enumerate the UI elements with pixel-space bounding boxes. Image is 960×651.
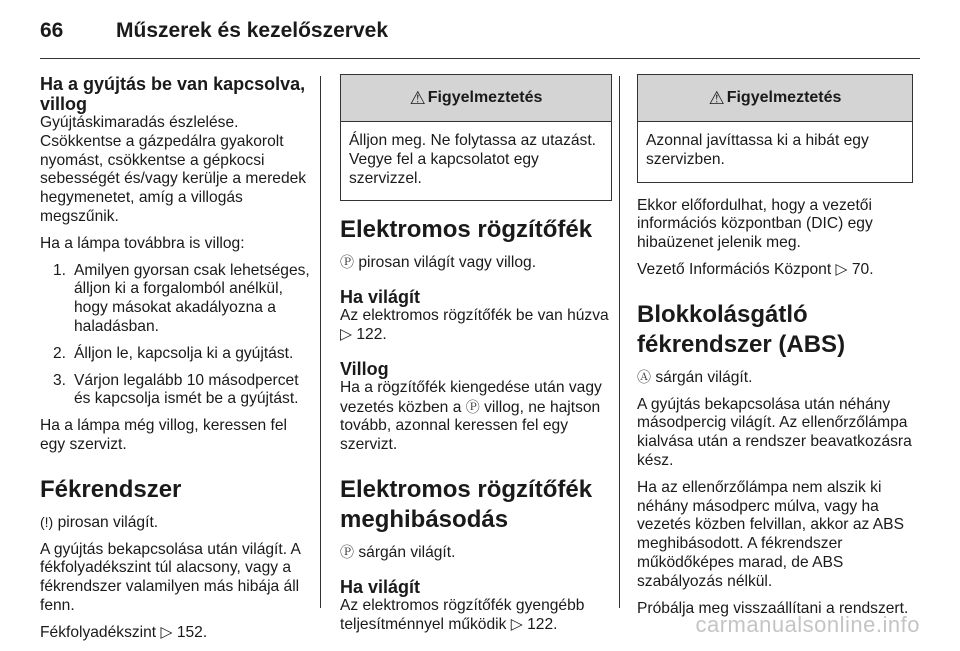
step-text: Várjon legalább 10 másodpercet és kapcsolja ismét be a gyújtást. <box>74 371 299 408</box>
paragraph <box>637 261 913 280</box>
section-title: Elektromos rögzítőfék meghibásodás <box>340 475 593 533</box>
paragraph: Ha a lámpa továbbra is villog: <box>40 234 245 252</box>
step-number: 2. <box>52 344 66 362</box>
header-rule <box>40 58 920 59</box>
subsection-heading: Ha világít <box>340 576 421 597</box>
steps-list <box>40 262 312 410</box>
paragraph-text: Ha a rögzítőfék kiengedése után vagy vezetés közben a <box>340 378 602 416</box>
warning-text: Azonnal javíttassa ki a hibát egy szervizben. <box>646 132 869 168</box>
page-reference-icon: ▷ <box>510 615 523 633</box>
column-divider-2 <box>619 76 620 608</box>
indicator-line <box>40 513 312 533</box>
warning-title: Figyelmeztetés <box>427 88 543 106</box>
warning-box <box>637 74 913 183</box>
page-number: 66 <box>40 19 64 42</box>
reference-text: Fékfolyadékszint <box>40 623 157 641</box>
brake-warning-icon: (!) <box>40 513 54 530</box>
warning-box <box>340 74 612 201</box>
reference-text: Vezető Információs Központ <box>637 260 832 278</box>
paragraph: Ha az ellenőrzőlámpa nem alszik ki néhány másodperc múlva, vagy ha vezetés közben felvillan, akkor az ABS meghibásodott. A fékrendszer működőképes marad, de ABS szabályozás nélkül. <box>637 478 904 590</box>
indicator-text: pirosan világít. <box>57 513 159 531</box>
paragraph: A gyújtás bekapcsolása után világít. A fékfolyadékszint túl alacsony, vagy a fékrendszer valamilyen más hibája áll fenn. <box>40 540 301 614</box>
section-title: Elektromos rögzítőfék <box>340 216 593 244</box>
paragraph-text: villog, ne hajtson tovább, azonnal keressen fel egy szervizt. <box>340 398 601 454</box>
page-reference: 122. <box>356 325 387 343</box>
paragraph: Ha a lámpa még villog, keressen fel egy szervizt. <box>40 417 288 453</box>
subsection-heading: Villog <box>340 358 389 379</box>
section-title: Blokkolásgátló fékrendszer (ABS) <box>637 300 846 358</box>
warning-triangle-icon: ⚠ <box>409 87 426 108</box>
indicator-line <box>637 368 913 388</box>
page-reference: 122. <box>527 615 558 633</box>
step-number: 3. <box>52 371 66 389</box>
paragraph <box>340 597 612 635</box>
page-header <box>40 14 388 48</box>
page-reference: 152. <box>176 623 208 641</box>
watermark: carmanualsonline.info <box>695 612 920 637</box>
page-reference-icon: ▷ <box>160 623 173 641</box>
page-reference-icon: ▷ <box>340 325 352 343</box>
list-item <box>40 262 312 337</box>
list-item <box>40 372 312 410</box>
page-reference-icon: ▷ <box>835 260 848 278</box>
column-1 <box>40 74 312 651</box>
warning-text: Álljon meg. Ne folytassa az utazást. Vegye fel a kapcsolatot egy szervizzel. <box>349 132 597 187</box>
warning-triangle-icon: ⚠ <box>708 87 725 108</box>
section-title: Fékrendszer <box>40 475 182 503</box>
step-text: Álljon le, kapcsolja ki a gyújtást. <box>74 344 294 362</box>
indicator-text: sárgán világít. <box>358 543 456 561</box>
paragraph: Próbálja meg visszaállítani a rendszert. <box>637 599 909 617</box>
warning-header <box>638 75 912 122</box>
subsection-heading: Ha a gyújtás be van kapcsolva, villog <box>40 74 306 114</box>
abs-icon: Ⓐ <box>637 368 651 385</box>
paragraph <box>340 379 612 455</box>
page-reference: 70. <box>851 260 874 278</box>
step-number: 1. <box>52 261 66 279</box>
paragraph-text: Az elektromos rögzítőfék gyengébb teljesítménnyel működik <box>340 596 585 633</box>
warning-title: Figyelmeztetés <box>726 88 842 106</box>
step-text: Amilyen gyorsan csak lehetséges, álljon ki a forgalomból anélkül, hogy másokat akadályozna a haladásban. <box>74 261 310 335</box>
indicator-text: pirosan világít vagy villog. <box>358 254 537 272</box>
indicator-line <box>340 253 612 273</box>
subsection-heading: Ha világít <box>340 287 421 308</box>
paragraph: Gyújtáskimaradás észlelése. Csökkentse a gázpedálra gyakorolt nyomást, csökkentse a gépkocsi sebességét és/vagy kerülje a meredek hegymenetet, amíg a villogás megszűnik. <box>40 114 307 225</box>
paragraph-text: Az elektromos rögzítőfék be van húzva <box>340 307 609 325</box>
column-3 <box>637 74 913 626</box>
chapter-title: Műszerek és kezelőszervek <box>116 19 389 42</box>
indicator-text: sárgán világít. <box>655 368 753 386</box>
paragraph: Ekkor előfordulhat, hogy a vezetői információs központban (DIC) egy hibaüzenet jelenik meg. <box>637 196 873 252</box>
paragraph <box>340 307 612 345</box>
warning-header <box>341 75 611 122</box>
indicator-line <box>340 543 612 563</box>
paragraph: A gyújtás bekapcsolása után néhány másodpercig világít. Az ellenőrzőlámpa kialvása után a rendszer beavatkozásra kész. <box>637 395 912 469</box>
column-2 <box>340 74 612 642</box>
parking-brake-icon: Ⓟ <box>465 398 480 415</box>
paragraph <box>40 624 312 643</box>
list-item <box>40 345 312 364</box>
parking-brake-icon: Ⓟ <box>340 543 354 560</box>
parking-brake-icon: Ⓟ <box>340 254 354 271</box>
column-divider-1 <box>320 76 321 608</box>
